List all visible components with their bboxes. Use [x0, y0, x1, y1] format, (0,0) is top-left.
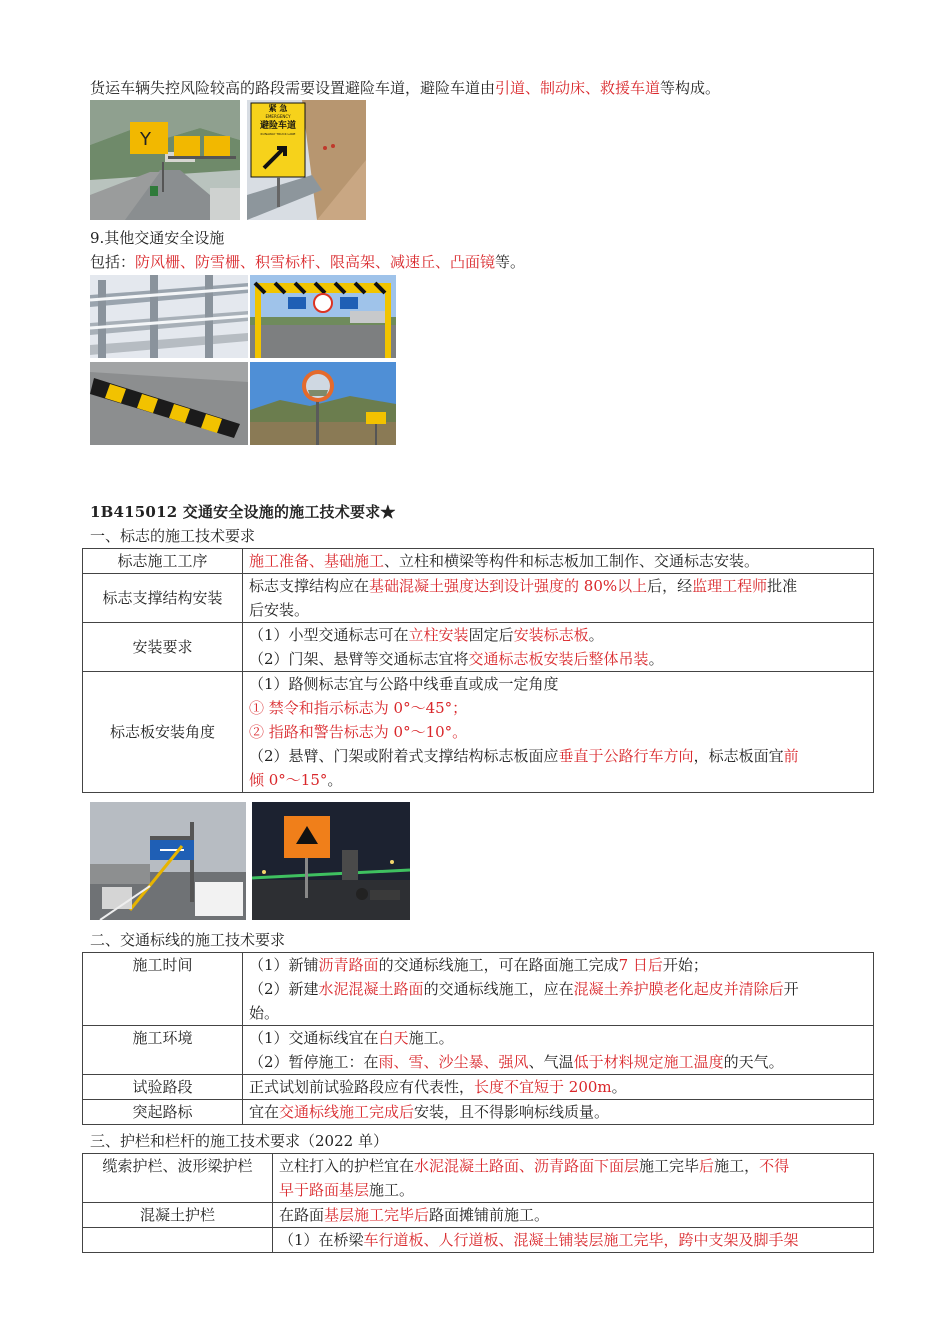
table-value-cell	[243, 623, 874, 672]
cell-line	[279, 1178, 867, 1202]
highlight-text: 7 日后	[618, 956, 663, 974]
highlight-text: 水泥混凝土路面	[318, 980, 424, 998]
body-text: 的交通标线施工，可在路面施工完成	[378, 956, 619, 974]
body-text: 批准	[767, 577, 798, 595]
body-text: 施工。	[408, 1029, 454, 1047]
escape-lane-sign-photo	[247, 100, 366, 220]
table-row	[83, 672, 874, 793]
cell-line	[249, 623, 867, 647]
table-key-cell	[83, 1228, 273, 1253]
cell-line	[249, 1050, 867, 1074]
body-text: （1）在桥梁	[279, 1231, 364, 1249]
table-key-cell: 混凝土护栏	[83, 1203, 273, 1228]
table-key-cell: 施工环境	[83, 1026, 243, 1075]
highlight-text: ① 禁令和指示标志为 0°～45°；	[249, 699, 468, 717]
section-9-list	[90, 250, 525, 274]
table-key-cell: 标志支撑结构安装	[83, 574, 243, 623]
cell-line	[279, 1228, 867, 1252]
highlight-text: 立柱安装	[408, 626, 469, 644]
table-row	[83, 623, 874, 672]
body-text: （2）新建	[249, 980, 319, 998]
highlight-text: 车行道板、人行道板、混凝土铺装层施工完毕，跨中支架及脚手架	[363, 1231, 799, 1249]
cell-line	[249, 549, 867, 573]
highlight-text: 水泥混凝土路面、沥青路面下面层	[414, 1157, 640, 1175]
cell-line	[249, 744, 867, 768]
table-value-cell	[243, 1075, 874, 1100]
body-text: 施工完毕	[639, 1157, 700, 1175]
highlight-text: ② 指路和警告标志为 0°～10°。	[249, 723, 468, 741]
highlight-text: 不得	[759, 1157, 790, 1175]
table-value-cell	[243, 953, 874, 1026]
cell-line	[249, 720, 867, 744]
section-1-heading: 一、标志的施工技术要求	[90, 527, 256, 545]
escape-sign-english: EMERGENCY	[265, 114, 291, 119]
highlight-text: 防风栅、防雪栅、积雪标杆、限高架、减速丘、凸面镜	[135, 253, 496, 271]
highlight-text: 雨、雪、沙尘暴、强风	[378, 1053, 529, 1071]
body-text: 正式试划前试验路段应有代表性，	[249, 1078, 475, 1096]
escape-sign-chinese: 避险车道	[259, 121, 296, 131]
table-row	[83, 1075, 874, 1100]
body-text: （1）小型交通标志可在	[249, 626, 409, 644]
cell-line	[249, 672, 867, 696]
body-text: （2）门架、悬臂等交通标志宜将	[249, 650, 469, 668]
highlight-text: 施工准备、基础施工	[249, 552, 385, 570]
body-text: 包括：	[90, 253, 136, 271]
convex-mirror-photo	[250, 362, 396, 445]
table-key-cell: 标志施工工序	[83, 549, 243, 574]
body-text: 货运车辆失控风险较高的路段需要设置避险车道，避险车道由	[90, 79, 496, 97]
body-text: 开始；	[662, 956, 708, 974]
night-sign-installation-photo	[252, 802, 410, 920]
body-text: 、立柱和横梁等构件和标志板加工制作、交通标志安装。	[384, 552, 760, 570]
body-text: 固定后	[468, 626, 514, 644]
body-text: ，标志板面宜	[693, 747, 784, 765]
cell-line	[249, 1100, 867, 1124]
table-row	[83, 1154, 874, 1203]
body-text: 等构成。	[660, 79, 721, 97]
body-text: （2）暂停施工：在	[249, 1053, 379, 1071]
table-key-cell: 缆索护栏、波形梁护栏	[83, 1154, 273, 1203]
table-key-cell: 标志板安装角度	[83, 672, 243, 793]
intro-paragraph	[90, 76, 720, 100]
cell-line	[249, 574, 867, 598]
body-text: 后，经	[647, 577, 693, 595]
highlight-text: 引道、制动床、救援车道	[495, 79, 661, 97]
table-row	[83, 1026, 874, 1075]
table-value-cell	[243, 672, 874, 793]
highlight-text: 监理工程师	[692, 577, 768, 595]
section-3-heading: 三、护栏和栏杆的施工技术要求（2022 单）	[90, 1132, 388, 1150]
cell-line	[249, 1026, 867, 1050]
highlight-text: 施工完毕后	[354, 1206, 430, 1224]
body-text: 路面摊铺前施工。	[429, 1206, 550, 1224]
sign-requirements-table	[82, 548, 874, 793]
body-text: 施工。	[369, 1181, 415, 1199]
highlight-text: 垂直于公路行车方向	[558, 747, 694, 765]
highlight-text: 前	[783, 747, 799, 765]
main-title: 1B415012 交通安全设施的施工技术要求★	[90, 503, 396, 521]
table-row	[83, 549, 874, 574]
cell-line	[249, 768, 867, 792]
cell-line	[249, 977, 867, 1001]
highlight-text: 白天	[378, 1029, 409, 1047]
marking-requirements-table	[82, 952, 874, 1125]
table-key-cell: 试验路段	[83, 1075, 243, 1100]
highlight-text: 长度不宜短于 200m	[474, 1078, 612, 1096]
speed-bump-photo	[90, 362, 248, 445]
table-key-cell: 突起路标	[83, 1100, 243, 1125]
highlight-text: 交通标线施工完成后	[279, 1103, 415, 1121]
body-text: 的交通标线施工，应在	[423, 980, 574, 998]
body-text: （2）悬臂、门架或附着式支撑结构标志板面应	[249, 747, 559, 765]
escape-sign-top: 紧 急	[268, 104, 288, 113]
cell-line	[249, 953, 867, 977]
table-value-cell	[243, 1100, 874, 1125]
table-key-cell: 安装要求	[83, 623, 243, 672]
highlight-text: 混凝土养护膜老化起皮并清除后	[573, 980, 784, 998]
body-text: （1）路侧标志宜与公路中线垂直或成一定角度	[249, 675, 559, 693]
body-text: 立柱打入的护栏宜在	[279, 1157, 415, 1175]
snow-fence-photo	[90, 275, 248, 358]
highlight-text: 低于材料规定施工温度	[573, 1053, 724, 1071]
cell-line	[279, 1154, 867, 1178]
cell-line	[249, 1001, 867, 1025]
body-text: 。	[588, 626, 604, 644]
svg-text:Y: Y	[140, 129, 151, 150]
body-text: 始。	[249, 1004, 280, 1022]
table-value-cell	[243, 574, 874, 623]
body-text: 安装，且不得影响标线质量。	[414, 1103, 610, 1121]
table-value-cell	[273, 1154, 874, 1203]
section-9-heading: 9.其他交通安全设施	[90, 229, 225, 247]
section-2-heading: 二、交通标线的施工技术要求	[90, 931, 286, 949]
highlight-text: 基层	[324, 1206, 355, 1224]
body-text: 后安装。	[249, 601, 310, 619]
body-text: 。	[327, 771, 343, 789]
body-text: 宜在	[249, 1103, 280, 1121]
height-limit-frame-photo	[250, 275, 396, 358]
gantry-sign-installation-photo	[90, 802, 246, 920]
body-text: 等。	[495, 253, 526, 271]
table-value-cell	[273, 1203, 874, 1228]
cell-line	[279, 1203, 867, 1227]
highlight-text: 早于路面基层	[279, 1181, 370, 1199]
table-row	[83, 574, 874, 623]
body-text: 施工，	[714, 1157, 760, 1175]
cell-line	[249, 696, 867, 720]
body-text: 在路面	[279, 1206, 325, 1224]
body-text: 开	[783, 980, 799, 998]
table-row	[83, 1100, 874, 1125]
highlight-text: 倾 0°～15°	[249, 771, 328, 789]
table-row	[83, 953, 874, 1026]
table-row	[83, 1228, 874, 1253]
guardrail-requirements-table	[82, 1153, 874, 1253]
cell-line	[249, 598, 867, 622]
table-value-cell	[243, 549, 874, 574]
table-value-cell	[273, 1228, 874, 1253]
table-key-cell: 施工时间	[83, 953, 243, 1026]
escape-sign-english-2: RUNAWAY TRUCK LANE	[260, 132, 296, 136]
highlight-text: 基础混凝土强度达到设计强度的 80%以上	[369, 577, 648, 595]
table-value-cell	[243, 1026, 874, 1075]
body-text: 。	[611, 1078, 627, 1096]
cell-line	[249, 1075, 867, 1099]
escape-lane-highway-photo	[90, 100, 240, 220]
highlight-text: 沥青路面	[318, 956, 379, 974]
body-text: 。	[648, 650, 664, 668]
body-text: 标志支撑结构应在	[249, 577, 370, 595]
highlight-text: 后	[699, 1157, 715, 1175]
cell-line	[249, 647, 867, 671]
body-text: 、气温	[528, 1053, 574, 1071]
body-text: （1）新铺	[249, 956, 319, 974]
table-row	[83, 1203, 874, 1228]
body-text: （1）交通标线宜在	[249, 1029, 379, 1047]
body-text: 的天气。	[723, 1053, 784, 1071]
highlight-text: 交通标志板安装后整体吊装	[468, 650, 649, 668]
highlight-text: 安装标志板	[513, 626, 589, 644]
